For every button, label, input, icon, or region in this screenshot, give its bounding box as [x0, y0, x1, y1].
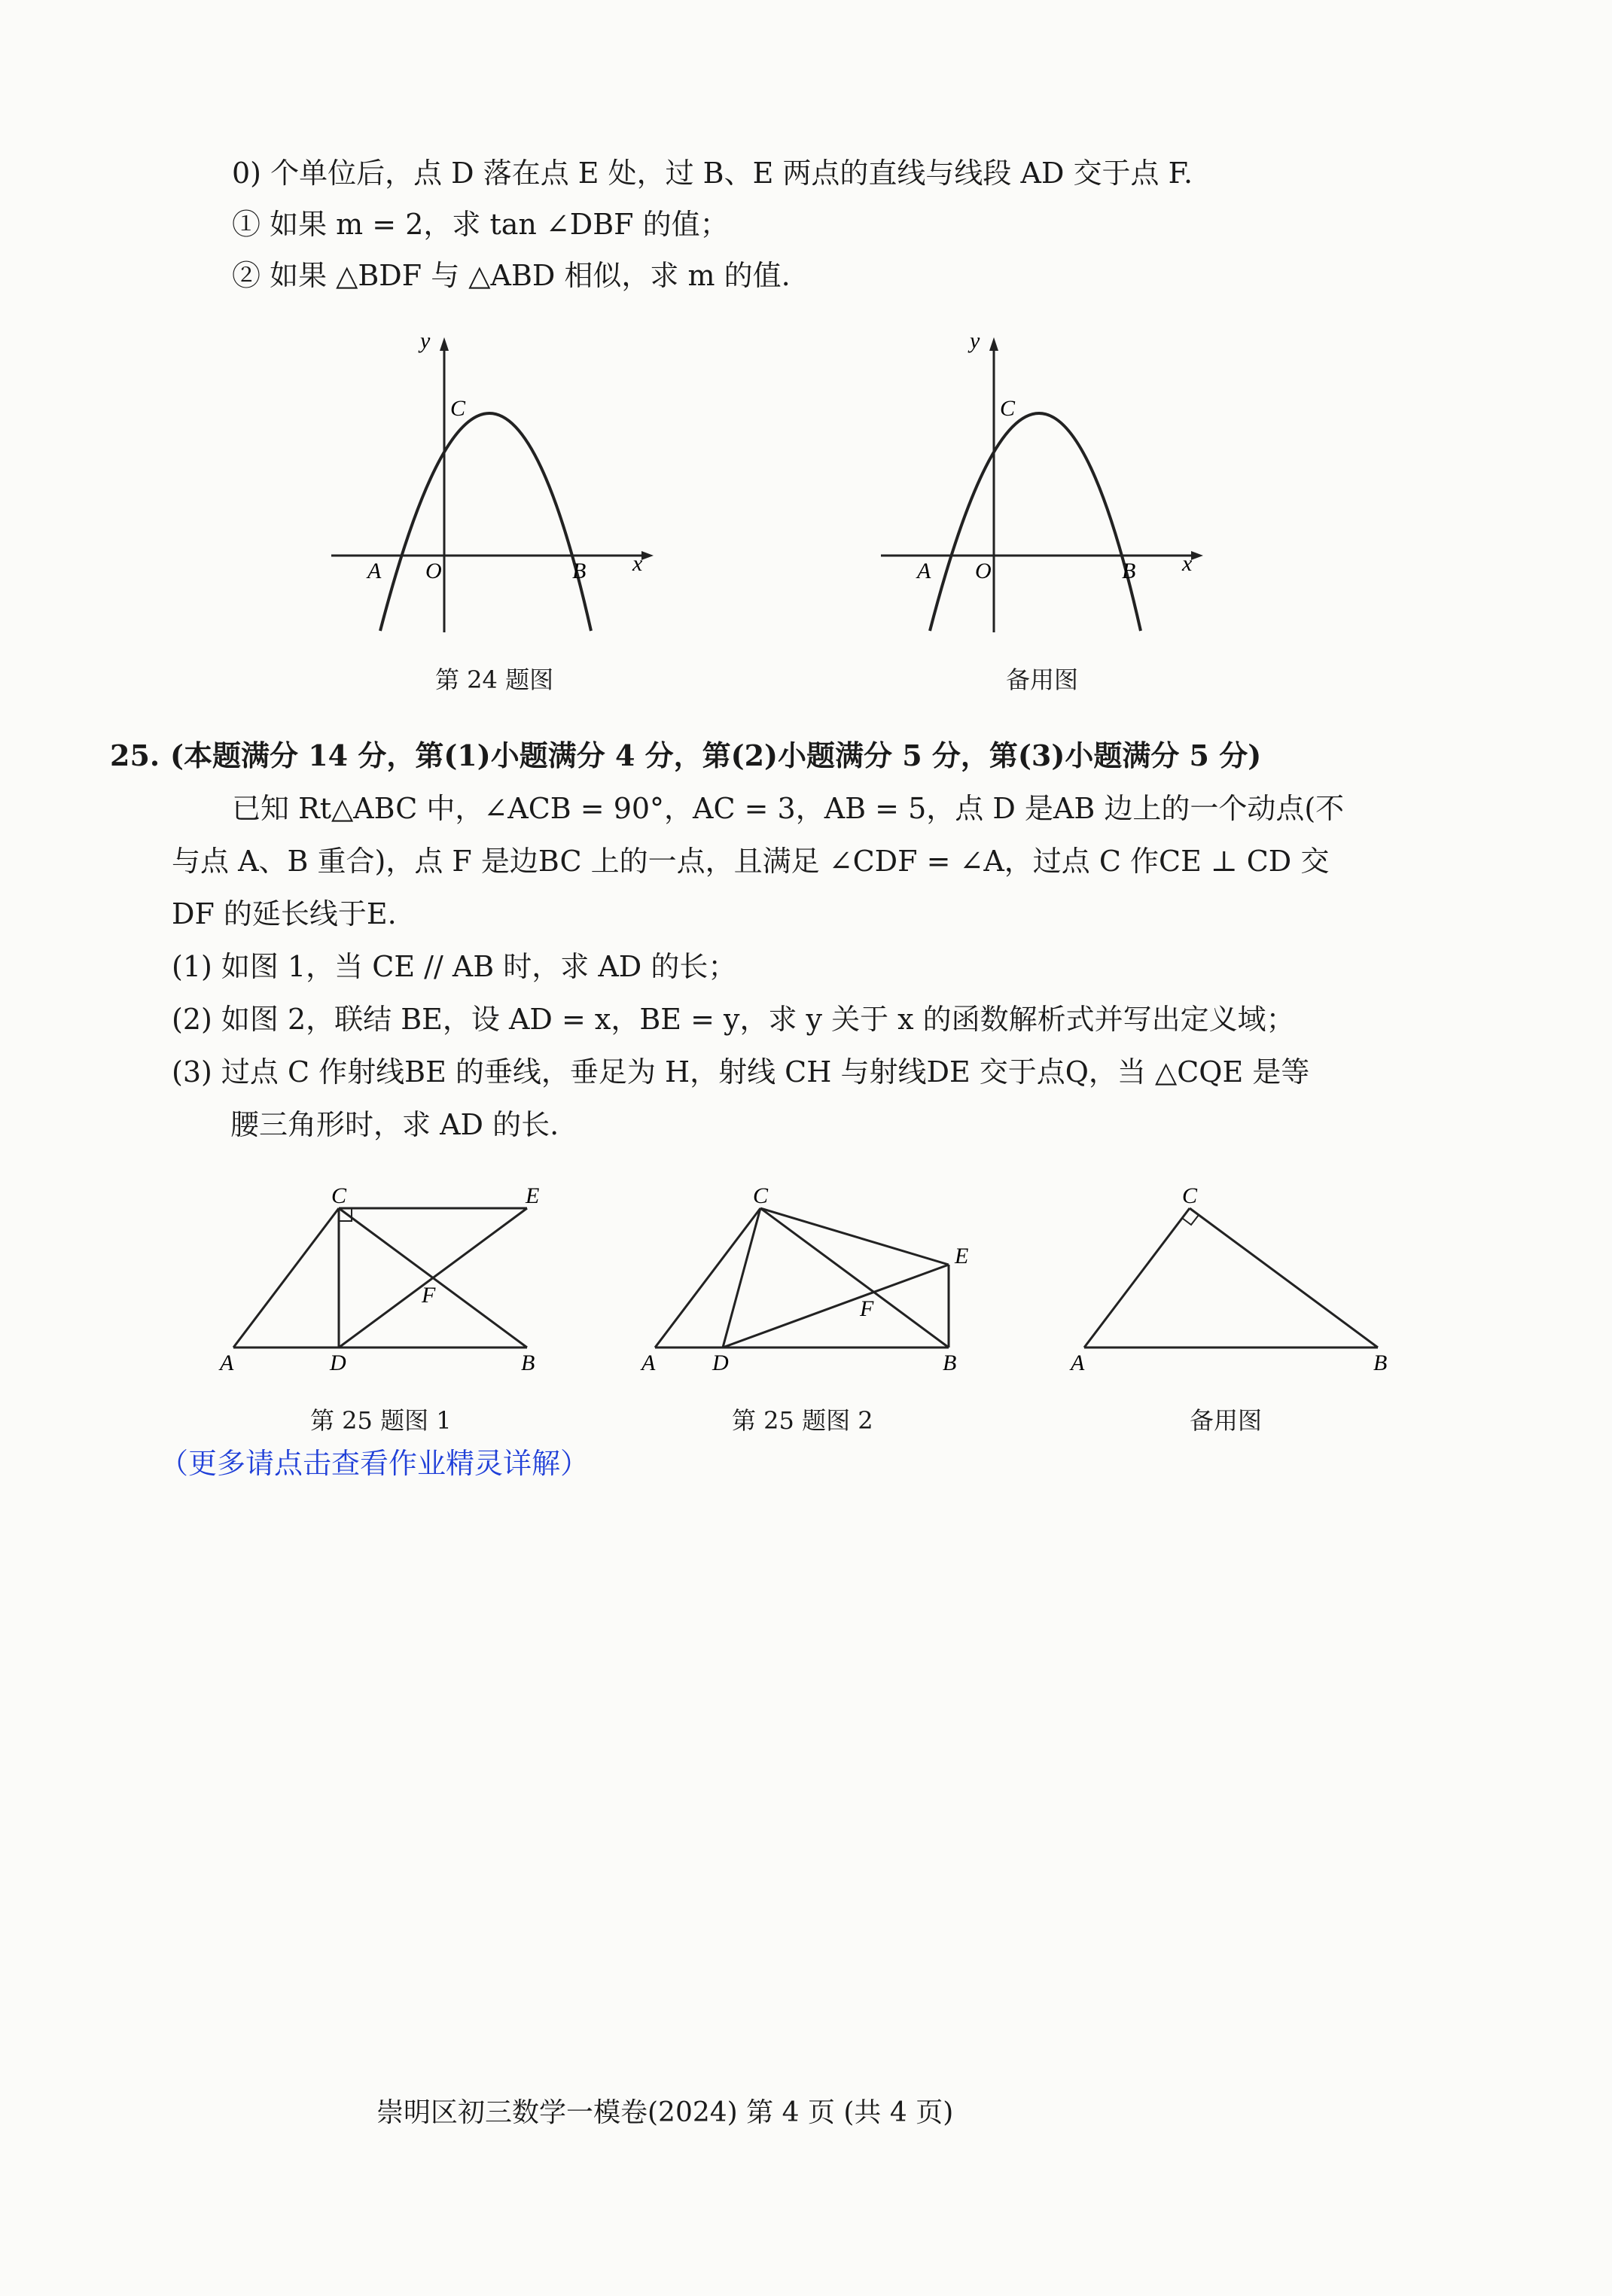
- y-axis-arrow: [440, 337, 449, 351]
- q25-figure-1-caption: 第 25 题图 1: [310, 1406, 452, 1435]
- segment-de: [723, 1265, 949, 1347]
- q25-figure-2: [640, 1174, 986, 1378]
- q24-figure-1: [331, 328, 663, 632]
- label-f: F: [422, 1283, 436, 1308]
- y-axis-arrow: [989, 337, 998, 351]
- q24-figure-2: [881, 328, 1212, 632]
- label-a: A: [641, 1350, 656, 1375]
- point-c-label: C: [450, 396, 466, 421]
- label-f: F: [860, 1296, 874, 1321]
- q25-part-3b: 腰三角形时，求 AD 的长.: [230, 1108, 559, 1141]
- x-axis-arrow: [641, 551, 654, 560]
- segment-cb: [1190, 1208, 1378, 1347]
- label-a: A: [220, 1350, 234, 1375]
- point-b-label: B: [1122, 559, 1136, 583]
- q25-figure-2-caption: 第 25 题图 2: [732, 1406, 873, 1435]
- point-a-label: A: [917, 559, 931, 583]
- label-c: C: [331, 1183, 347, 1208]
- point-a-label: A: [367, 559, 382, 583]
- q25-stem-3: DF 的延长线于E.: [172, 897, 397, 930]
- q25-figure-3-caption: 备用图: [1190, 1406, 1263, 1435]
- y-label: y: [420, 328, 431, 353]
- origin-label: O: [975, 559, 992, 583]
- q24-figure-1-caption: 第 24 题图: [435, 665, 554, 694]
- x-label: x: [632, 551, 643, 576]
- q25-number: 25.: [110, 738, 160, 772]
- label-a: A: [1071, 1350, 1085, 1375]
- segment-ce: [760, 1208, 949, 1265]
- page-footer: 崇明区初三数学一模卷(2024) 第 4 页 (共 4 页): [376, 2097, 954, 2128]
- label-e: E: [526, 1183, 540, 1208]
- parabola: [380, 413, 591, 631]
- label-b: B: [943, 1350, 957, 1375]
- more-details-link[interactable]: （更多请点击查看作业精灵详解）: [160, 1447, 590, 1480]
- segment-ac: [655, 1208, 760, 1347]
- label-c: C: [753, 1183, 769, 1208]
- q24-line-1: 0) 个单位后，点 D 落在点 E 处，过 B、E 两点的直线与线段 AD 交于点 F.: [232, 157, 1193, 190]
- q25-figure-1: [218, 1174, 565, 1378]
- q25-part-3a: (3) 过点 C 作射线BE 的垂线，垂足为 H，射线 CH 与射线DE 交于点Q，当 △CQE 是等: [172, 1055, 1310, 1089]
- x-label: x: [1182, 551, 1193, 576]
- x-axis-arrow: [1191, 551, 1203, 560]
- point-c-label: C: [1000, 396, 1016, 421]
- q25-part-2: (2) 如图 2，联结 BE，设 AD = x，BE = y，求 y 关于 x 的函数解析式并写出定义域；: [172, 1003, 1295, 1036]
- q24-line-2: ① 如果 m = 2，求 tan ∠DBF 的值；: [232, 208, 729, 241]
- segment-cb: [760, 1208, 949, 1347]
- label-d: D: [712, 1350, 729, 1375]
- q25-stem-2: 与点 A、B 重合)，点 F 是边BC 上的一点，且满足 ∠CDF = ∠A，过点 C 作CE ⊥ CD 交: [172, 845, 1330, 878]
- y-label: y: [970, 328, 980, 353]
- segment-cd: [723, 1208, 760, 1347]
- segment-ac: [233, 1208, 339, 1347]
- q25-part-1: (1) 如图 1，当 CE // AB 时，求 AD 的长；: [172, 950, 737, 983]
- segment-ac: [1084, 1208, 1190, 1347]
- label-b: B: [521, 1350, 535, 1375]
- q25-header: (本题满分 14 分，第(1)小题满分 4 分，第(2)小题满分 5 分，第(3)小题满分 5 分): [170, 738, 1262, 772]
- label-d: D: [330, 1350, 346, 1375]
- label-c: C: [1182, 1183, 1198, 1208]
- q24-figure-2-caption: 备用图: [1006, 665, 1079, 694]
- parabola: [930, 413, 1141, 631]
- label-b: B: [1373, 1350, 1388, 1375]
- q25-figure-3: [1062, 1174, 1408, 1378]
- q25-stem-1: 已知 Rt△ABC 中，∠ACB = 90°，AC = 3，AB = 5，点 D 是AB 边上的一个动点(不: [232, 792, 1345, 825]
- origin-label: O: [425, 559, 442, 583]
- label-e: E: [955, 1244, 969, 1268]
- point-b-label: B: [572, 559, 587, 583]
- q24-line-3: ② 如果 △BDF 与 △ABD 相似，求 m 的值.: [232, 259, 791, 292]
